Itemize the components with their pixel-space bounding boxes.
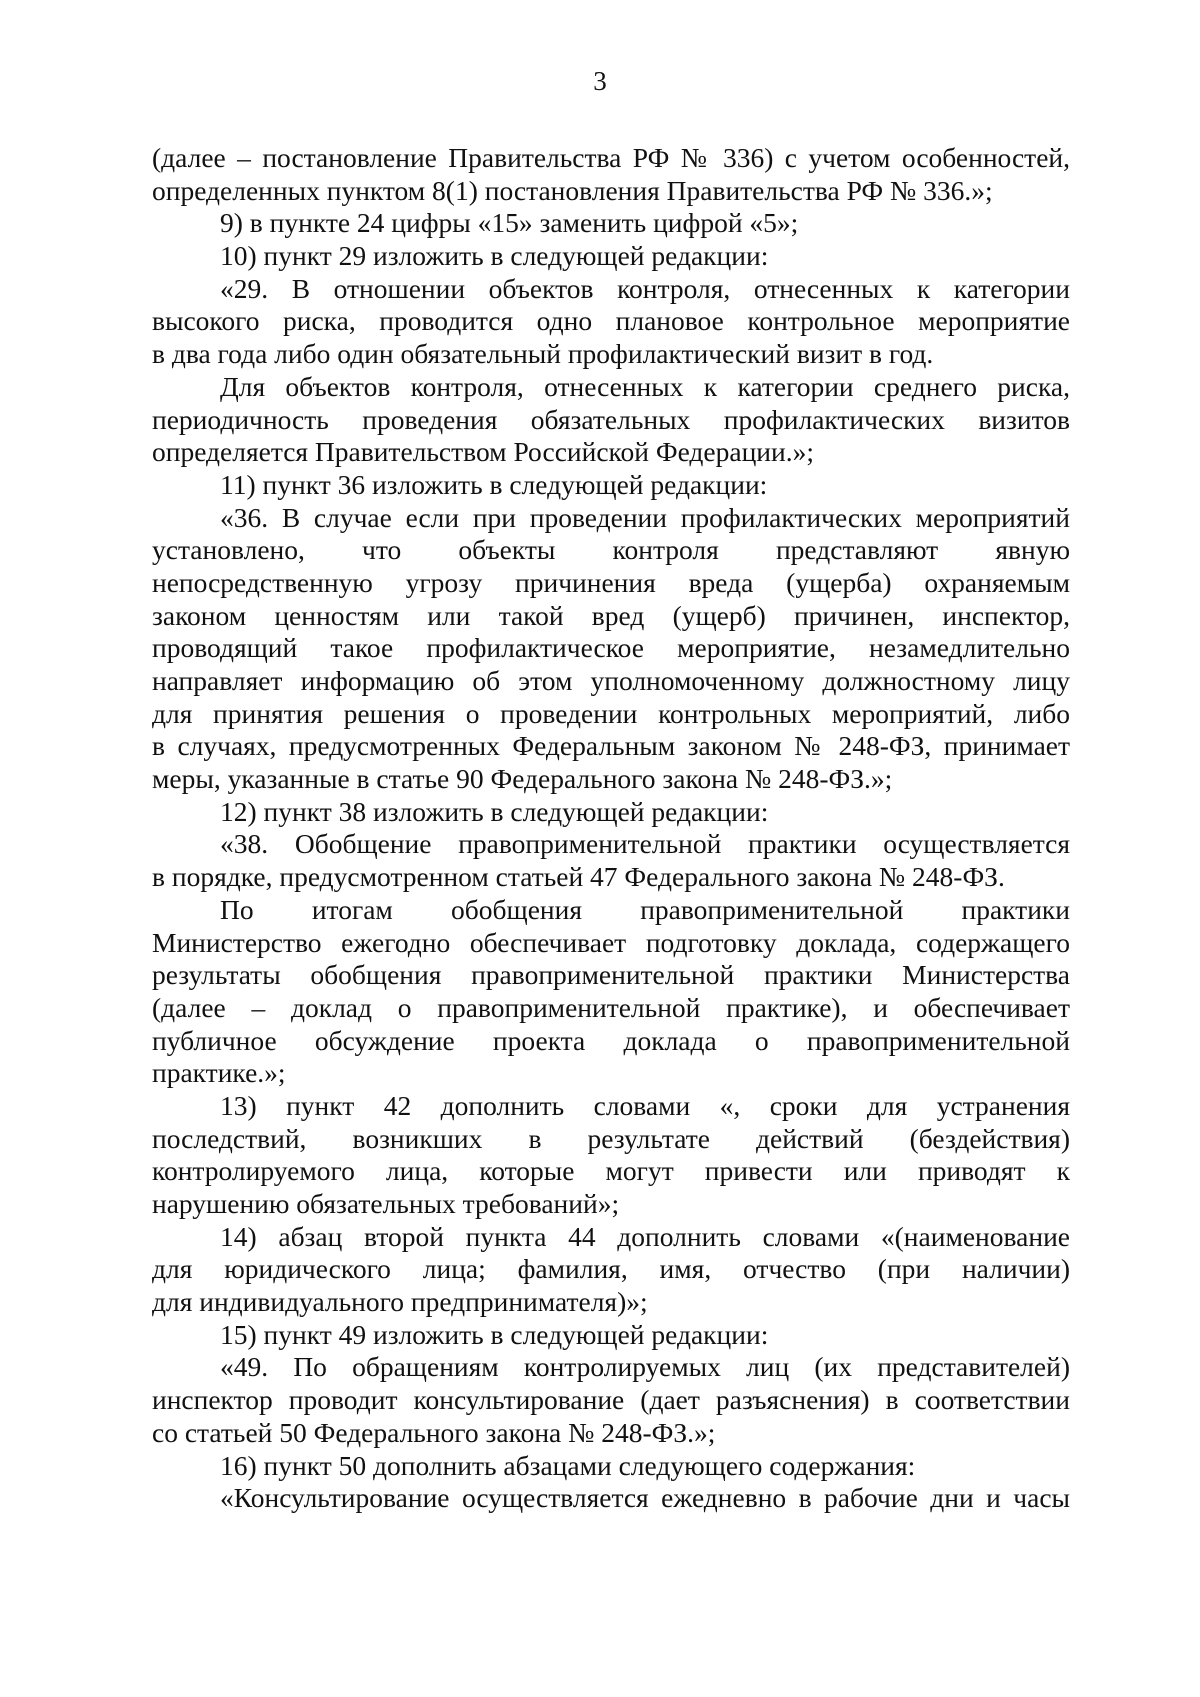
text-line: «36. В случае если при проведении профилактических мероприятий <box>220 501 1070 533</box>
text-line: инспектор проводит консультирование (дает разъяснения) в соответствии <box>152 1384 1070 1416</box>
page-number: 3 <box>593 66 607 96</box>
text-line: направляет информацию об этом уполномоченному должностному лицу <box>152 665 1070 696</box>
text-line: «49. По обращениям контролируемых лиц (их представителей) <box>220 1351 1070 1383</box>
text-line: Министерство ежегодно обеспечивает подготовку доклада, содержащего <box>152 926 1070 958</box>
text-line: непосредственную угрозу причинения вреда (ущерба) охраняемым <box>152 566 1070 598</box>
text-line: (далее – постановление Правительства РФ № 336) с учетом особенностей, <box>152 142 1070 173</box>
text-line: периодичность проведения обязательных профилактических визитов <box>152 403 1070 435</box>
text-line: в порядке, предусмотренном статьей 47 Федерального закона № 248-ФЗ. <box>152 861 1005 893</box>
text-line: последствий, возникших в результате действий (бездействия) <box>152 1122 1070 1154</box>
text-line: в случаях, предусмотренных Федеральным законом № 248-ФЗ, принимает <box>152 730 1070 762</box>
text-line: нарушению обязательных требований»; <box>152 1188 620 1219</box>
text-line: (далее – доклад о правоприменительной практике), и обеспечивает <box>152 991 1070 1023</box>
text-line: для юридического лица; фамилия, имя, отчество (при наличии) <box>152 1253 1070 1285</box>
text-line: определенных пунктом 8(1) постановления Правительства РФ № 336.»; <box>152 174 993 206</box>
text-line: 9) в пункте 24 цифры «15» заменить цифрой «5»; <box>220 207 799 239</box>
text-line: установлено, что объекты контроля представляют явную <box>152 534 1070 566</box>
text-line: для принятия решения о проведении контрольных мероприятий, либо <box>152 697 1070 729</box>
text-line: «38. Обобщение правоприменительной практики осуществляется <box>220 828 1070 860</box>
text-line: практике.»; <box>152 1057 286 1089</box>
text-line: публичное обсуждение проекта доклада о правоприменительной <box>152 1024 1070 1056</box>
document-body <box>152 142 1070 1515</box>
text-line: 13) пункт 42 дополнить словами «, сроки для устранения <box>220 1089 1070 1121</box>
text-line: высокого риска, проводится одно плановое контрольное мероприятие <box>152 305 1070 337</box>
text-line: 10) пункт 29 изложить в следующей редакции: <box>220 240 769 272</box>
text-line: 15) пункт 49 изложить в следующей редакции: <box>220 1318 769 1350</box>
text-line: меры, указанные в статье 90 Федерального закона № 248-ФЗ.»; <box>152 763 893 795</box>
text-line: в два года либо один обязательный профилактический визит в год. <box>152 338 934 370</box>
text-line: результаты обобщения правоприменительной практики Министерства <box>152 959 1070 991</box>
text-line: 11) пункт 36 изложить в следующей редакции: <box>220 468 768 500</box>
text-line: «29. В отношении объектов контроля, отнесенных к категории <box>220 272 1070 304</box>
text-line: 16) пункт 50 дополнить абзацами следующего содержания: <box>220 1449 916 1481</box>
text-line: 12) пункт 38 изложить в следующей редакции: <box>220 795 769 827</box>
text-line: 14) абзац второй пункта 44 дополнить словами «(наименование <box>220 1220 1070 1252</box>
text-line: законом ценностям или такой вред (ущерб) причинен, инспектор, <box>152 599 1070 631</box>
text-line: Для объектов контроля, отнесенных к категории среднего риска, <box>220 370 1070 402</box>
text-line: со статьей 50 Федерального закона № 248-ФЗ.»; <box>152 1416 716 1448</box>
text-line: «Консультирование осуществляется ежедневно в рабочие дни и часы <box>220 1482 1070 1514</box>
text-line: определяется Правительством Российской Федерации.»; <box>152 436 814 468</box>
text-line: контролируемого лица, которые могут привести или приводят к <box>152 1155 1070 1187</box>
text-line: проводящий такое профилактическое мероприятие, незамедлительно <box>152 632 1070 664</box>
text-line: для индивидуального предпринимателя)»; <box>152 1286 648 1318</box>
text-line: По итогам обобщения правоприменительной практики <box>220 893 1070 925</box>
